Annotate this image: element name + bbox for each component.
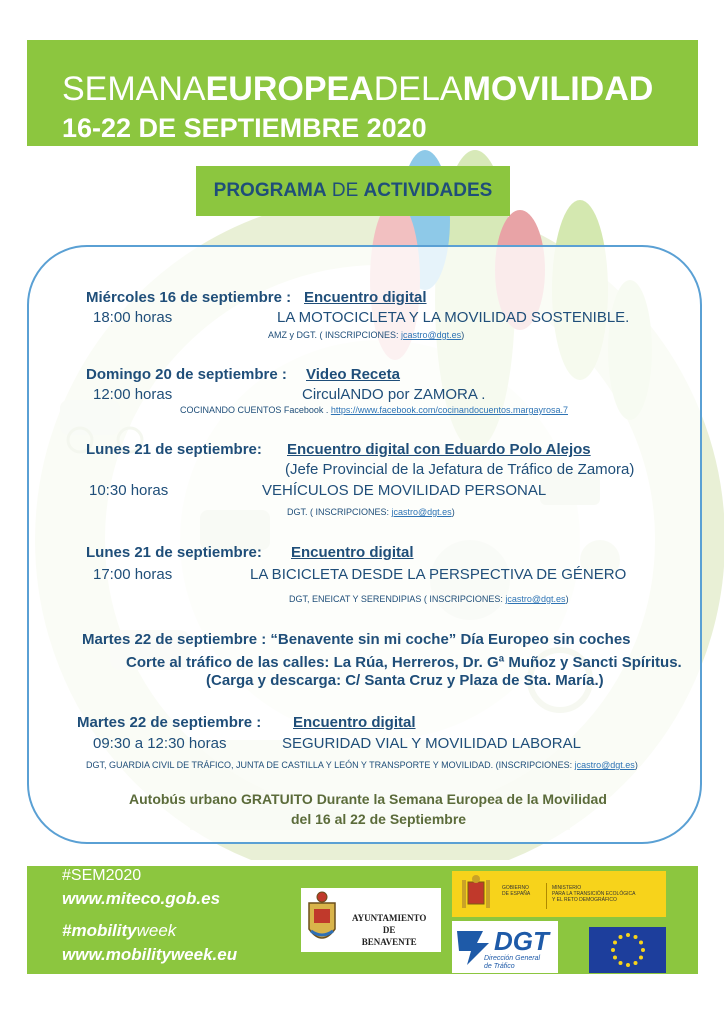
dgt-subtitle: Dirección General de Tráfico [484,955,541,970]
ayuntamiento-name: AYUNTAMIENTO DE BENAVENTE [352,913,427,947]
gobierno-divider [546,883,547,909]
event-2-org: COCINANDO CUENTOS Facebook . https://www.facebook.com/cocinandocuentos.margayrosa.7 [180,405,568,415]
event-4-activity: LA BICICLETA DESDE LA PERSPECTIVA DE GÉNERO [250,566,627,583]
event-1-email-link[interactable]: jcastro@dgt.es [401,330,462,340]
event-6-time: 09:30 a 12:30 horas [93,735,227,752]
footer-hashtag-sem: #SEM2020 [62,867,142,884]
event-2-date: Domingo 20 de septiembre : [86,366,287,383]
footer-miteco-link[interactable]: www.miteco.gob.es [62,889,221,908]
event-3-type: Encuentro digital con Eduardo Polo Alejos [287,441,591,458]
event-3-org: DGT. ( INSCRIPCIONES: jcastro@dgt.es) [287,507,455,517]
event-5-line-1: Martes 22 de septiembre : “Benavente sin mi coche” Día Europeo sin coches [82,631,631,648]
event-5-line-3: (Carga y descarga: C/ Santa Cruz y Plaza de Sta. María.) [206,672,604,689]
eu-stars-icon [609,931,647,969]
event-1-date: Miércoles 16 de septiembre : [86,289,292,306]
footer-hashtag-mobility: #mobilityweek [62,921,177,940]
event-dates: 16-22 DE SEPTIEMBRE 2020 [62,113,427,143]
footer-mobilityweek-link[interactable]: www.mobilityweek.eu [62,945,238,964]
bus-notice-line-1: Autobús urbano GRATUITO Durante la Semana Europea de la Movilidad [129,791,607,807]
event-4-time: 17:00 horas [93,566,173,583]
programa-title: PROGRAMA DE ACTIVIDADES [196,166,510,216]
event-4-org: DGT, ENEICAT Y SERENDIPIAS ( INSCRIPCIONES: jcastro@dgt.es) [289,594,569,604]
dgt-wordmark: DGT [494,926,549,956]
event-6-date: Martes 22 de septiembre : [77,714,262,731]
event-6-activity: SEGURIDAD VIAL Y MOVILIDAD LABORAL [282,735,581,752]
event-2-activity: CirculANDO por ZAMORA . [302,386,486,403]
event-1-activity: LA MOTOCICLETA Y LA MOVILIDAD SOSTENIBLE. [277,309,630,326]
event-3-activity: VEHÍCULOS DE MOVILIDAD PERSONAL [262,482,547,499]
event-2-facebook-link[interactable]: https://www.facebook.com/cocinandocuentos.margayrosa.7 [330,405,568,415]
event-2-type: Video Receta [306,366,400,383]
event-3-email-link[interactable]: jcastro@dgt.es [391,507,452,517]
event-3-time: 10:30 horas [89,482,169,499]
event-2-time: 12:00 horas [93,386,173,403]
event-1-time: 18:00 horas [93,309,173,326]
event-6-type: Encuentro digital [293,714,416,731]
event-3-subtitle: (Jefe Provincial de la Jefatura de Tráfico de Zamora) [285,461,635,478]
event-1-type: Encuentro digital [304,289,427,306]
ministerio-text: MINISTERIO PARA LA TRANSICIÓN ECOLÓGICA Y EL RETO DEMOGRÁFICO [552,885,636,903]
event-5-line-2: Corte al tráfico de las calles: La Rúa, Herreros, Dr. Gª Muñoz y Sancti Spíritus. [126,654,682,671]
gobierno-text: GOBIERNO DE ESPAÑA [502,885,531,897]
bus-notice-line-2: del 16 al 22 de Septiembre [291,811,467,827]
benavente-crest-icon [305,891,339,949]
event-3-date: Lunes 21 de septiembre: [86,441,262,458]
event-6-email-link[interactable]: jcastro@dgt.es [574,760,635,770]
event-4-type: Encuentro digital [291,544,414,561]
event-6-org: DGT, GUARDIA CIVIL DE TRÁFICO, JUNTA DE CASTILLA Y LEÓN Y TRANSPORTE Y MOVILIDAD. (INSCRIPCIONES: jcastro@dgt.es) [86,760,638,770]
event-4-date: Lunes 21 de septiembre: [86,544,262,561]
event-4-email-link[interactable]: jcastro@dgt.es [505,594,566,604]
event-1-org: AMZ y DGT. ( INSCRIPCIONES: jcastro@dgt.es) [268,330,465,340]
event-title: SEMANAEUROPEADELAMOVILIDAD [62,70,654,108]
spain-coat-of-arms-icon [460,874,492,914]
